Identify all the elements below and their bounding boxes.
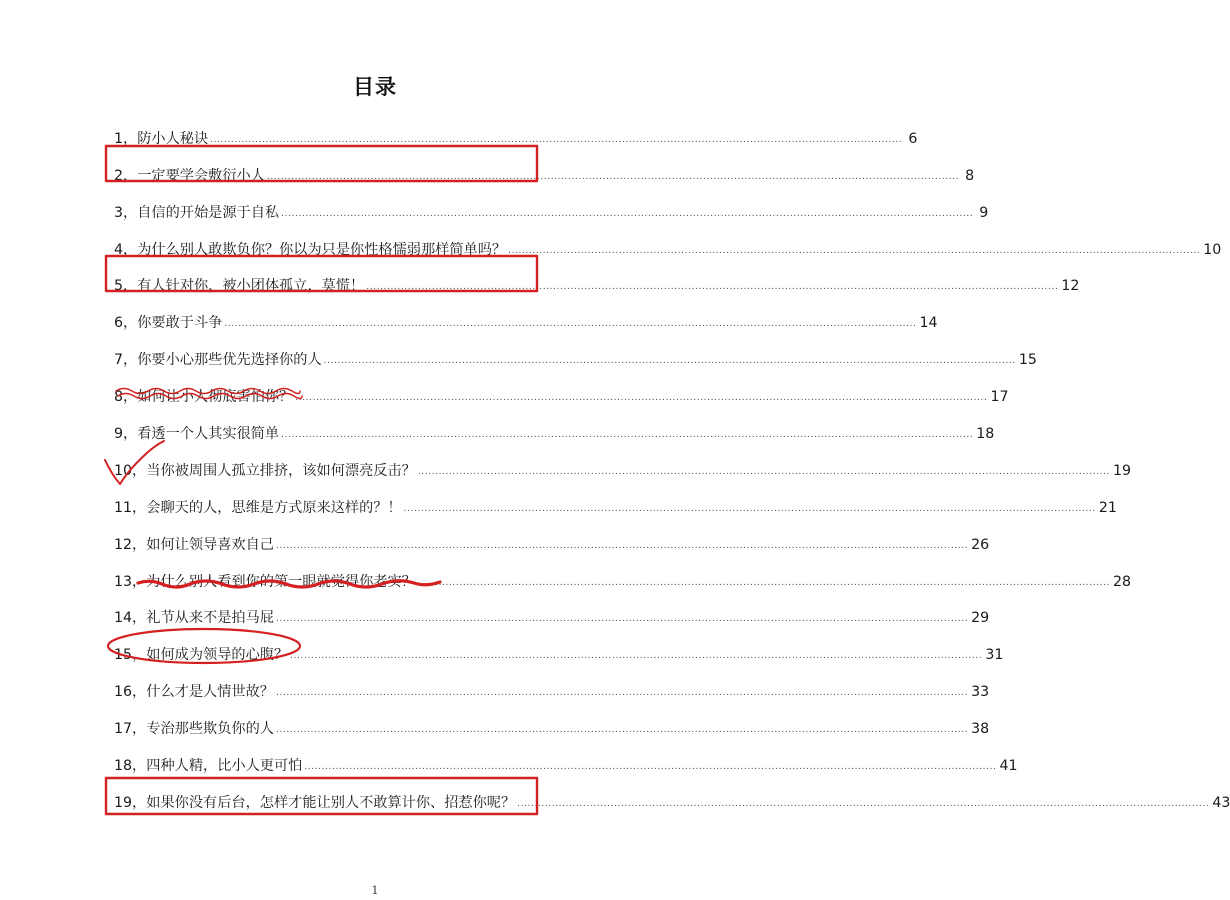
- toc-row: [114, 481, 1117, 518]
- toc-page-number: 15: [1018, 352, 1037, 369]
- toc-entry-text: 7，你要小心那些优先选择你的人: [114, 352, 322, 369]
- toc-row: [114, 296, 938, 333]
- toc-page-number: 8: [965, 167, 975, 184]
- toc-page-number: 12: [1061, 278, 1080, 295]
- dot-leader: ........................................................................................................................................................................................................: [275, 540, 969, 551]
- toc-row: [114, 776, 1230, 813]
- toc-page-number: 9: [979, 204, 989, 221]
- toc-page-number: 6: [908, 130, 918, 147]
- toc-page-number: 31: [985, 647, 1004, 664]
- toc-page-number: 14: [919, 315, 938, 332]
- toc-entry-text: 18，四种人精，比小人更可怕: [114, 758, 303, 775]
- toc-row: [114, 333, 1037, 370]
- toc-entry-text: 11，会聊天的人，思维是方式原来这样的？！: [114, 499, 402, 516]
- dot-leader: ........................................................................................................................................................................................................: [281, 208, 974, 219]
- dot-leader: ........................................................................................................................................................................................................: [517, 798, 1210, 809]
- dot-leader: ........................................................................................................................................................................................................: [210, 134, 903, 145]
- toc-row: [114, 112, 918, 149]
- toc-entry-text: 17，专治那些欺负你的人: [114, 721, 274, 738]
- toc-row: [114, 370, 1009, 407]
- toc-entry-text: 12，如何让领导喜欢自己: [114, 536, 274, 553]
- dot-leader: ........................................................................................................................................................................................................: [417, 466, 1110, 477]
- toc-row: [114, 260, 1080, 297]
- toc-entry-text: 14，礼节从来不是拍马屁: [114, 610, 274, 627]
- toc-page-number: 43: [1212, 794, 1230, 811]
- dot-leader: ........................................................................................................................................................................................................: [275, 614, 969, 625]
- toc-page-number: 29: [971, 610, 990, 627]
- toc-row: [114, 555, 1132, 592]
- toc-row: [114, 739, 1018, 776]
- page-number: 1: [371, 884, 379, 897]
- dot-leader: ........................................................................................................................................................................................................: [366, 282, 1059, 293]
- toc-row: [114, 223, 1222, 260]
- dot-leader: ........................................................................................................................................................................................................: [403, 503, 1096, 514]
- toc-page-number: 28: [1113, 573, 1132, 590]
- toc-entry-text: 9，看透一个人其实很简单: [114, 426, 280, 443]
- toc-entry-text: 5，有人针对你，被小团体孤立，莫慌！: [114, 278, 365, 295]
- toc-entry-text: 4，为什么别人敢欺负你？你以为只是你性格懦弱那样简单吗？: [114, 241, 507, 258]
- toc-page-number: 19: [1113, 462, 1132, 479]
- dot-leader: ........................................................................................................................................................................................................: [224, 319, 917, 330]
- dot-leader: ........................................................................................................................................................................................................: [417, 577, 1110, 588]
- toc-row: [114, 592, 990, 629]
- toc-page-number: 26: [971, 536, 990, 553]
- toc-page-number: 41: [999, 758, 1018, 775]
- dot-leader: ........................................................................................................................................................................................................: [266, 171, 960, 182]
- table-of-contents: [114, 112, 1230, 813]
- toc-entry-text: 10，当你被周围人孤立排挤，该如何漂亮反击？: [114, 462, 416, 479]
- toc-row: [114, 149, 975, 186]
- dot-leader: ........................................................................................................................................................................................................: [304, 762, 997, 773]
- dot-leader: ........................................................................................................................................................................................................: [275, 688, 969, 699]
- toc-row: [114, 518, 990, 555]
- toc-page-number: 18: [976, 426, 995, 443]
- toc-entry-text: 19，如果你没有后台，怎样才能让别人不敢算计你、招惹你呢？: [114, 794, 516, 811]
- toc-row: [114, 407, 995, 444]
- toc-row: [114, 665, 990, 702]
- toc-entry-text: 16，什么才是人情世故？: [114, 684, 274, 701]
- toc-page-number: 38: [971, 721, 990, 738]
- page-title: 目录: [353, 75, 397, 99]
- toc-entry-text: 3，自信的开始是源于自私: [114, 204, 280, 221]
- toc-entry-text: 6，你要敢于斗争: [114, 315, 223, 332]
- toc-row: [114, 628, 1004, 665]
- toc-page-number: 33: [971, 684, 990, 701]
- toc-page-number: 10: [1203, 241, 1222, 258]
- dot-leader: ........................................................................................................................................................................................................: [295, 393, 988, 404]
- toc-entry-text: 13，为什么别人看到你的第一眼就觉得你老实？: [114, 573, 416, 590]
- toc-entry-text: 8，如何让小人彻底害怕你？: [114, 389, 294, 406]
- toc-row: [114, 186, 989, 223]
- toc-row: [114, 702, 990, 739]
- dot-leader: ........................................................................................................................................................................................................: [508, 245, 1201, 256]
- toc-entry-text: 15，如何成为领导的心腹？: [114, 647, 289, 664]
- dot-leader: ........................................................................................................................................................................................................: [275, 725, 969, 736]
- toc-entry-text: 2，一定要学会敷衍小人: [114, 167, 265, 184]
- dot-leader: ........................................................................................................................................................................................................: [281, 430, 974, 441]
- dot-leader: ........................................................................................................................................................................................................: [290, 651, 983, 662]
- toc-page-number: 21: [1098, 499, 1117, 516]
- toc-row: [114, 444, 1132, 481]
- toc-page-number: 17: [990, 389, 1009, 406]
- toc-entry-text: 1，防小人秘诀: [114, 130, 209, 147]
- dot-leader: ........................................................................................................................................................................................................: [323, 356, 1016, 367]
